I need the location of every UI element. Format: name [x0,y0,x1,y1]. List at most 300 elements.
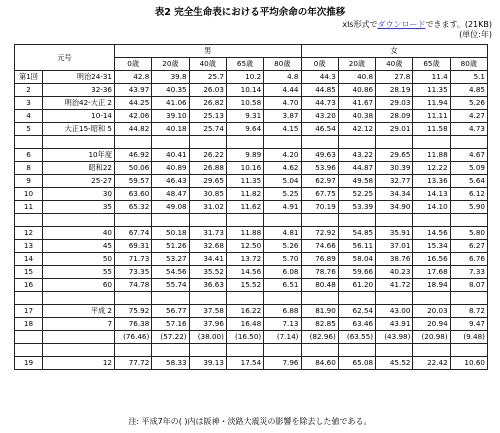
female-value-cell: 43.91 [376,318,413,331]
male-age-header: 40歳 [189,58,226,71]
male-value-cell: 7.13 [264,318,301,331]
female-value-cell: 11.35 [413,84,450,97]
table-row [15,123,488,136]
spacer-cell [376,292,413,305]
male-value-cell: (76.46) [115,331,152,344]
spacer-cell [43,344,115,357]
survey-number-cell: 12 [15,227,43,240]
download-suffix: できます。(21KB) [425,20,492,29]
female-value-cell: 13.36 [413,175,450,188]
male-value-cell: 10.2 [226,71,263,84]
male-value-cell: 16.48 [226,318,263,331]
male-value-cell: 4.15 [264,123,301,136]
spacer-cell [450,136,487,149]
male-age-header: 0歳 [115,58,152,71]
female-value-cell: 42.12 [338,123,375,136]
male-value-cell: 37.58 [189,305,226,318]
spacer-cell [301,136,338,149]
male-value-cell: 65.32 [115,201,152,214]
female-value-cell: 38.76 [376,253,413,266]
male-value-cell: 41.06 [152,97,189,110]
era-cell: 50 [43,253,115,266]
male-age-header: 65歳 [226,58,263,71]
spacer-cell [413,136,450,149]
female-value-cell: 28.09 [376,110,413,123]
male-value-cell: 10.14 [226,84,263,97]
spacer-cell [189,136,226,149]
male-value-cell: 46.92 [115,149,152,162]
male-value-cell: 9.89 [226,149,263,162]
male-value-cell: 58.33 [152,357,189,370]
table-row [15,357,488,370]
spacer-cell [115,292,152,305]
female-value-cell: 78.76 [301,266,338,279]
survey-number-cell: 11 [15,201,43,214]
male-value-cell: 46.43 [152,175,189,188]
spacer-cell [376,136,413,149]
male-value-cell: 11.62 [226,201,263,214]
survey-number-cell: 17 [15,305,43,318]
male-value-cell: 29.65 [189,175,226,188]
male-header: 男 [115,45,301,58]
male-value-cell: 10.58 [226,97,263,110]
female-value-cell: 22.42 [413,357,450,370]
download-prefix: xls形式で [342,20,378,29]
table-row [15,279,488,292]
spacer-cell [413,344,450,357]
female-value-cell: 41.67 [338,97,375,110]
spacer-row [15,136,488,149]
spacer-cell [152,214,189,227]
male-value-cell: 11.88 [226,227,263,240]
male-value-cell: 4.20 [264,149,301,162]
female-value-cell: 14.56 [413,227,450,240]
male-value-cell: 30.85 [189,188,226,201]
era-cell: 10年度 [43,149,115,162]
female-value-cell: 6.27 [450,240,487,253]
male-value-cell: 49.08 [152,201,189,214]
female-value-cell: 74.66 [301,240,338,253]
female-value-cell: 32.77 [376,175,413,188]
female-value-cell: 14.10 [413,201,450,214]
spacer-cell [338,136,375,149]
male-value-cell: 7.96 [264,357,301,370]
era-cell: 32-36 [43,84,115,97]
male-value-cell: 53.27 [152,253,189,266]
spacer-cell [43,292,115,305]
spacer-cell [264,136,301,149]
survey-number-cell: 13 [15,240,43,253]
female-value-cell: 56.11 [338,240,375,253]
survey-number-cell: 16 [15,279,43,292]
male-value-cell: 26.03 [189,84,226,97]
male-value-cell: 50.18 [152,227,189,240]
survey-number-cell: 19 [15,357,43,370]
survey-number-cell: 第1回 [15,71,43,84]
female-value-cell: 18.94 [413,279,450,292]
spacer-cell [450,292,487,305]
male-value-cell: 31.73 [189,227,226,240]
female-header: 女 [301,45,488,58]
era-cell: 30 [43,188,115,201]
female-value-cell: (43.98) [376,331,413,344]
female-value-cell: 11.11 [413,110,450,123]
survey-number-cell: 2 [15,84,43,97]
table-title: 表2 完全生命表における平均余命の年次推移 [154,7,346,18]
spacer-cell [338,344,375,357]
male-value-cell: 40.35 [152,84,189,97]
table-row [15,188,488,201]
download-line [342,20,492,30]
female-value-cell: 52.25 [338,188,375,201]
male-value-cell: 5.04 [264,175,301,188]
spacer-row [15,344,488,357]
female-value-cell: 45.52 [376,357,413,370]
spacer-cell [15,292,43,305]
spacer-row [15,292,488,305]
female-value-cell: 61.20 [338,279,375,292]
male-value-cell: 4.62 [264,162,301,175]
female-value-cell: 4.73 [450,123,487,136]
female-value-cell: (63.55) [338,331,375,344]
spacer-cell [264,292,301,305]
spacer-cell [189,292,226,305]
male-value-cell: 5.70 [264,253,301,266]
male-value-cell: 69.31 [115,240,152,253]
male-value-cell: 5.25 [264,188,301,201]
table-row [15,227,488,240]
table-row [15,305,488,318]
female-value-cell: 53.96 [301,162,338,175]
female-value-cell: 11.4 [413,71,450,84]
era-cell: 60 [43,279,115,292]
spacer-cell [301,292,338,305]
female-value-cell: 54.85 [338,227,375,240]
table-row [15,318,488,331]
female-value-cell: 43.22 [338,149,375,162]
spacer-cell [301,214,338,227]
female-value-cell: 70.19 [301,201,338,214]
spacer-cell [226,136,263,149]
spacer-cell [226,214,263,227]
male-value-cell: 36.63 [189,279,226,292]
female-age-header: 0歳 [301,58,338,71]
male-value-cell: 6.08 [264,266,301,279]
female-value-cell: 4.27 [450,110,487,123]
female-value-cell: 17.68 [413,266,450,279]
spacer-cell [338,214,375,227]
male-value-cell: 73.35 [115,266,152,279]
female-value-cell: 11.88 [413,149,450,162]
survey-number-cell: 15 [15,266,43,279]
spacer-cell [189,344,226,357]
female-age-header: 80歳 [450,58,487,71]
male-value-cell: 11.82 [226,188,263,201]
female-value-cell: 12.22 [413,162,450,175]
spacer-cell [376,344,413,357]
female-value-cell: 43.00 [376,305,413,318]
female-value-cell: 67.75 [301,188,338,201]
female-age-header: 40歳 [376,58,413,71]
female-value-cell: 40.38 [338,110,375,123]
male-value-cell: 31.02 [189,201,226,214]
era-cell: 12 [43,357,115,370]
female-value-cell: 29.01 [376,123,413,136]
table-row [15,110,488,123]
spacer-cell [115,214,152,227]
male-value-cell: 57.16 [152,318,189,331]
male-value-cell: 32.68 [189,240,226,253]
female-value-cell: 44.85 [301,84,338,97]
male-value-cell: 13.72 [226,253,263,266]
table-body [15,71,488,370]
spacer-cell [376,214,413,227]
female-value-cell: 29.03 [376,97,413,110]
male-value-cell: 51.26 [152,240,189,253]
female-value-cell: 6.12 [450,188,487,201]
male-value-cell: 6.88 [264,305,301,318]
male-value-cell: 37.96 [189,318,226,331]
era-cell: 大正15-昭和 5 [43,123,115,136]
table-row [15,97,488,110]
spacer-cell [15,136,43,149]
table-row [15,253,488,266]
male-value-cell: 63.60 [115,188,152,201]
spacer-cell [152,344,189,357]
female-value-cell: 41.72 [376,279,413,292]
female-value-cell: 28.19 [376,84,413,97]
male-value-cell: 25.7 [189,71,226,84]
table-row [15,331,488,344]
male-value-cell: 14.56 [226,266,263,279]
female-value-cell: 40.8 [338,71,375,84]
male-value-cell: 26.82 [189,97,226,110]
female-value-cell: 5.80 [450,227,487,240]
spacer-cell [152,292,189,305]
female-value-cell: 5.90 [450,201,487,214]
male-value-cell: 42.06 [115,110,152,123]
male-value-cell: (16.50) [226,331,263,344]
male-value-cell: 71.73 [115,253,152,266]
spacer-cell [450,344,487,357]
era-cell: 55 [43,266,115,279]
female-value-cell: (82.96) [301,331,338,344]
era-cell: 40 [43,227,115,240]
female-value-cell: 44.3 [301,71,338,84]
male-value-cell: 4.8 [264,71,301,84]
male-value-cell: 39.13 [189,357,226,370]
female-value-cell: 5.26 [450,97,487,110]
male-value-cell: 16.22 [226,305,263,318]
spacer-cell [450,214,487,227]
female-value-cell: 4.67 [450,149,487,162]
spacer-row [15,214,488,227]
era-cell: 7 [43,318,115,331]
female-value-cell: 8.07 [450,279,487,292]
era-cell: 昭和22 [43,162,115,175]
life-expectancy-table [14,44,488,370]
era-cell: 明治24-31 [43,71,115,84]
male-value-cell: 55.74 [152,279,189,292]
female-value-cell: 11.94 [413,97,450,110]
male-value-cell: 42.8 [115,71,152,84]
spacer-cell [115,136,152,149]
female-value-cell: 29.65 [376,149,413,162]
female-value-cell: 34.34 [376,188,413,201]
female-value-cell: 44.87 [338,162,375,175]
spacer-cell [226,344,263,357]
female-value-cell: 30.39 [376,162,413,175]
female-value-cell: 40.23 [376,266,413,279]
male-value-cell: 26.22 [189,149,226,162]
male-value-cell: 35.52 [189,266,226,279]
female-value-cell: 40.86 [338,84,375,97]
female-value-cell: 49.63 [301,149,338,162]
female-value-cell: 43.20 [301,110,338,123]
survey-number-cell: 9 [15,175,43,188]
spacer-cell [189,214,226,227]
female-value-cell: 63.46 [338,318,375,331]
female-value-cell: 62.97 [301,175,338,188]
spacer-cell [43,136,115,149]
female-value-cell: 6.76 [450,253,487,266]
male-value-cell: 40.18 [152,123,189,136]
female-value-cell: 80.48 [301,279,338,292]
female-value-cell: 35.91 [376,227,413,240]
male-value-cell: 77.72 [115,357,152,370]
female-age-header: 20歳 [338,58,375,71]
male-value-cell: 40.89 [152,162,189,175]
footnote: 注: 平成7年の( )内は阪神・淡路大震災の影響を除去した値である。 [128,417,372,426]
female-value-cell: 5.1 [450,71,487,84]
male-value-cell: 25.13 [189,110,226,123]
male-value-cell: 26.88 [189,162,226,175]
male-value-cell: 59.57 [115,175,152,188]
male-value-cell: 4.70 [264,97,301,110]
survey-number-cell: 8 [15,162,43,175]
female-value-cell: 27.8 [376,71,413,84]
female-value-cell: 8.72 [450,305,487,318]
survey-number-cell: 4 [15,110,43,123]
female-value-cell: 20.03 [413,305,450,318]
spacer-cell [226,292,263,305]
male-value-cell: 12.50 [226,240,263,253]
survey-number-cell: 18 [15,318,43,331]
female-value-cell: 49.58 [338,175,375,188]
era-cell: 明治42-大正 2 [43,97,115,110]
table-row [15,175,488,188]
spacer-cell [264,214,301,227]
male-value-cell: 34.41 [189,253,226,266]
table-row [15,84,488,97]
female-value-cell: 9.47 [450,318,487,331]
era-cell: 10-14 [43,110,115,123]
male-value-cell: 44.25 [115,97,152,110]
spacer-cell [264,344,301,357]
female-value-cell: 10.60 [450,357,487,370]
survey-number-cell: 6 [15,149,43,162]
survey-number-cell: 5 [15,123,43,136]
survey-number-cell: 10 [15,188,43,201]
female-value-cell: 65.08 [338,357,375,370]
male-value-cell: 40.41 [152,149,189,162]
female-value-cell: (9.48) [450,331,487,344]
male-value-cell: 11.35 [226,175,263,188]
spacer-cell [152,136,189,149]
male-age-header: 80歳 [264,58,301,71]
spacer-cell [338,292,375,305]
female-value-cell: 4.85 [450,84,487,97]
female-value-cell: 44.73 [301,97,338,110]
male-value-cell: 74.78 [115,279,152,292]
download-link[interactable]: ダウンロード [377,20,426,29]
female-value-cell: 58.04 [338,253,375,266]
survey-number-cell [15,331,43,344]
male-value-cell: 10.16 [226,162,263,175]
table-row [15,201,488,214]
spacer-cell [115,344,152,357]
male-value-cell: 54.56 [152,266,189,279]
female-value-cell: (20.98) [413,331,450,344]
female-value-cell: 5.09 [450,162,487,175]
male-value-cell: 43.97 [115,84,152,97]
female-value-cell: 72.92 [301,227,338,240]
spacer-cell [15,214,43,227]
male-value-cell: 67.74 [115,227,152,240]
female-value-cell: 20.94 [413,318,450,331]
female-value-cell: 7.33 [450,266,487,279]
header-row-1 [15,45,488,58]
female-value-cell: 62.54 [338,305,375,318]
male-value-cell: 39.8 [152,71,189,84]
table-row [15,162,488,175]
male-value-cell: 9.64 [226,123,263,136]
male-value-cell: 48.47 [152,188,189,201]
male-value-cell: (57.22) [152,331,189,344]
spacer-cell [43,214,115,227]
male-value-cell: 4.44 [264,84,301,97]
male-value-cell: 75.92 [115,305,152,318]
spacer-cell [301,344,338,357]
male-value-cell: 5.26 [264,240,301,253]
female-value-cell: 59.66 [338,266,375,279]
era-header: 元号 [15,45,115,71]
female-value-cell: 84.60 [301,357,338,370]
female-value-cell: 16.56 [413,253,450,266]
male-value-cell: 4.81 [264,227,301,240]
male-value-cell: 17.54 [226,357,263,370]
male-value-cell: 56.77 [152,305,189,318]
female-value-cell: 14.13 [413,188,450,201]
male-value-cell: 15.52 [226,279,263,292]
female-value-cell: 15.34 [413,240,450,253]
female-value-cell: 76.89 [301,253,338,266]
download-note [342,20,492,40]
male-value-cell: 25.74 [189,123,226,136]
era-cell: 25-27 [43,175,115,188]
male-value-cell: (38.00) [189,331,226,344]
male-value-cell: 44.82 [115,123,152,136]
era-cell: 45 [43,240,115,253]
table-row [15,266,488,279]
table-row [15,240,488,253]
male-value-cell: 3.87 [264,110,301,123]
male-value-cell: 4.91 [264,201,301,214]
female-age-header: 65歳 [413,58,450,71]
male-value-cell: 9.31 [226,110,263,123]
spacer-cell [413,292,450,305]
female-value-cell: 34.90 [376,201,413,214]
